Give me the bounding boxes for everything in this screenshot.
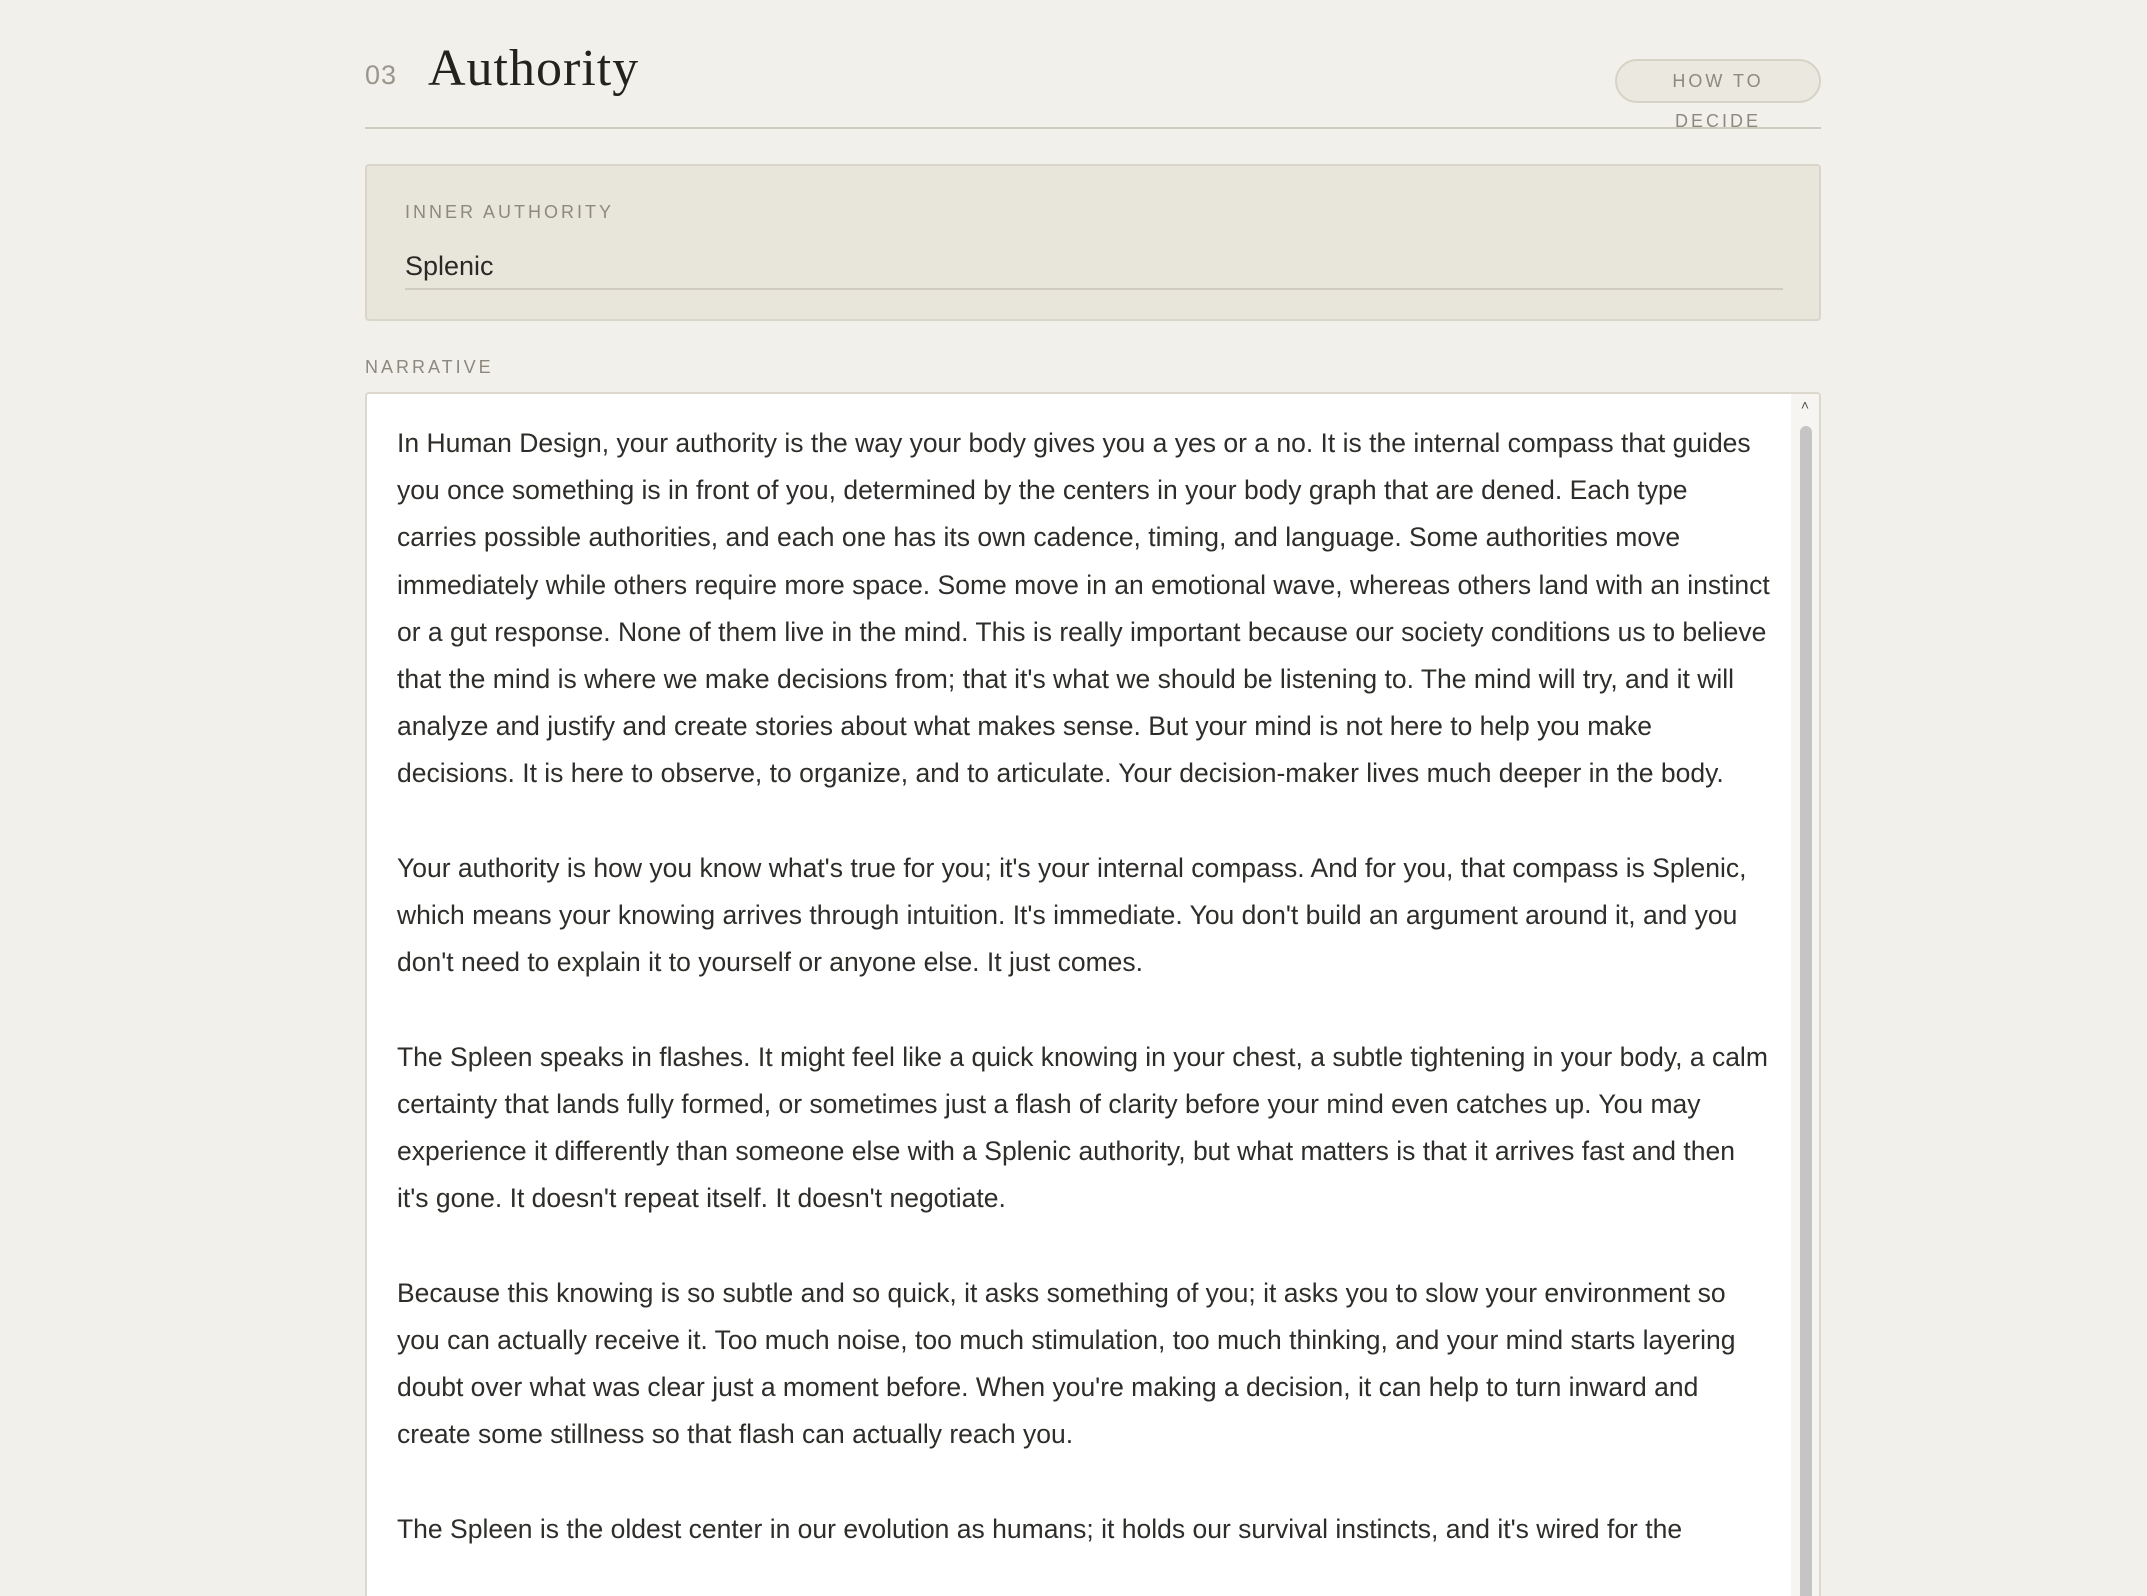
narrative-label: NARRATIVE xyxy=(365,357,494,377)
inner-authority-card xyxy=(365,164,1821,321)
scroll-up-arrow-icon[interactable]: ˄ xyxy=(1800,397,1810,413)
narrative-paragraph: The Spleen is the oldest center in our evolution as humans; it holds our survival instincts, and it's wired for the xyxy=(397,1513,1683,1544)
narrative-paragraph: The Spleen speaks in flashes. It might feel like a quick knowing in your chest, a subtle tightening in your body, a calm certainty that lands fully formed, or sometimes just a flash of clarity before your mind even catches up. You may experience it differently than someone else with a Splenic authority, but what matters is that it arrives fast and then it's gone. It doesn't repeat itself. It doesn't negotiate. xyxy=(397,1041,1768,1214)
page-title: Authority xyxy=(428,40,640,97)
narrative-scrollbar[interactable] xyxy=(1791,394,1819,1596)
inner-authority-label: INNER AUTHORITY xyxy=(405,202,615,222)
scrollbar-thumb[interactable] xyxy=(1800,426,1812,1596)
authority-section xyxy=(365,0,1821,1544)
narrative-textarea[interactable] xyxy=(365,392,1821,1596)
section-header xyxy=(365,0,1821,129)
narrative-paragraph: In Human Design, your authority is the way your body gives you a yes or a no. It is the internal compass that guides you once something is in front of you, determined by the centers in your body graph that are dened. Each type carries possible authorities, and each one has its own cadence, timing, and language. Some authorities move immediately while others require more space. Some move in an emotional wave, whereas others land with an instinct or a gut response. None of them live in the mind. This is really important because our society conditions us to believe that the mind is where we make decisions from; that it's what we should be listening to. The mind will try, and it will analyze and justify and create stories about what makes sense. But your mind is not here to help you make decisions. It is here to observe, to organize, and to articulate. Your decision-maker lives much deeper in the body. xyxy=(397,428,1770,789)
narrative-paragraph: Your authority is how you know what's true for you; it's your internal compass. And for you, that compass is Splenic, which means your knowing arrives through intuition. It's immediate. You don't build an argument around it, and you don't need to explain it to yourself or anyone else. It just comes. xyxy=(397,852,1747,978)
narrative-content xyxy=(397,420,1772,1596)
section-number: 03 xyxy=(365,60,398,90)
narrative-paragraph: Because this knowing is so subtle and so quick, it asks something of you; it asks you to slow your environment so you can actually receive it. Too much noise, too much stimulation, too much thinking, and your mind starts layering doubt over what was clear just a moment before. When you're making a decision, it can help to turn inward and create some stillness so that flash can actually reach you. xyxy=(397,1277,1736,1450)
inner-authority-input[interactable] xyxy=(405,244,1783,290)
how-to-decide-button[interactable]: HOW TO DECIDE xyxy=(1615,59,1821,103)
